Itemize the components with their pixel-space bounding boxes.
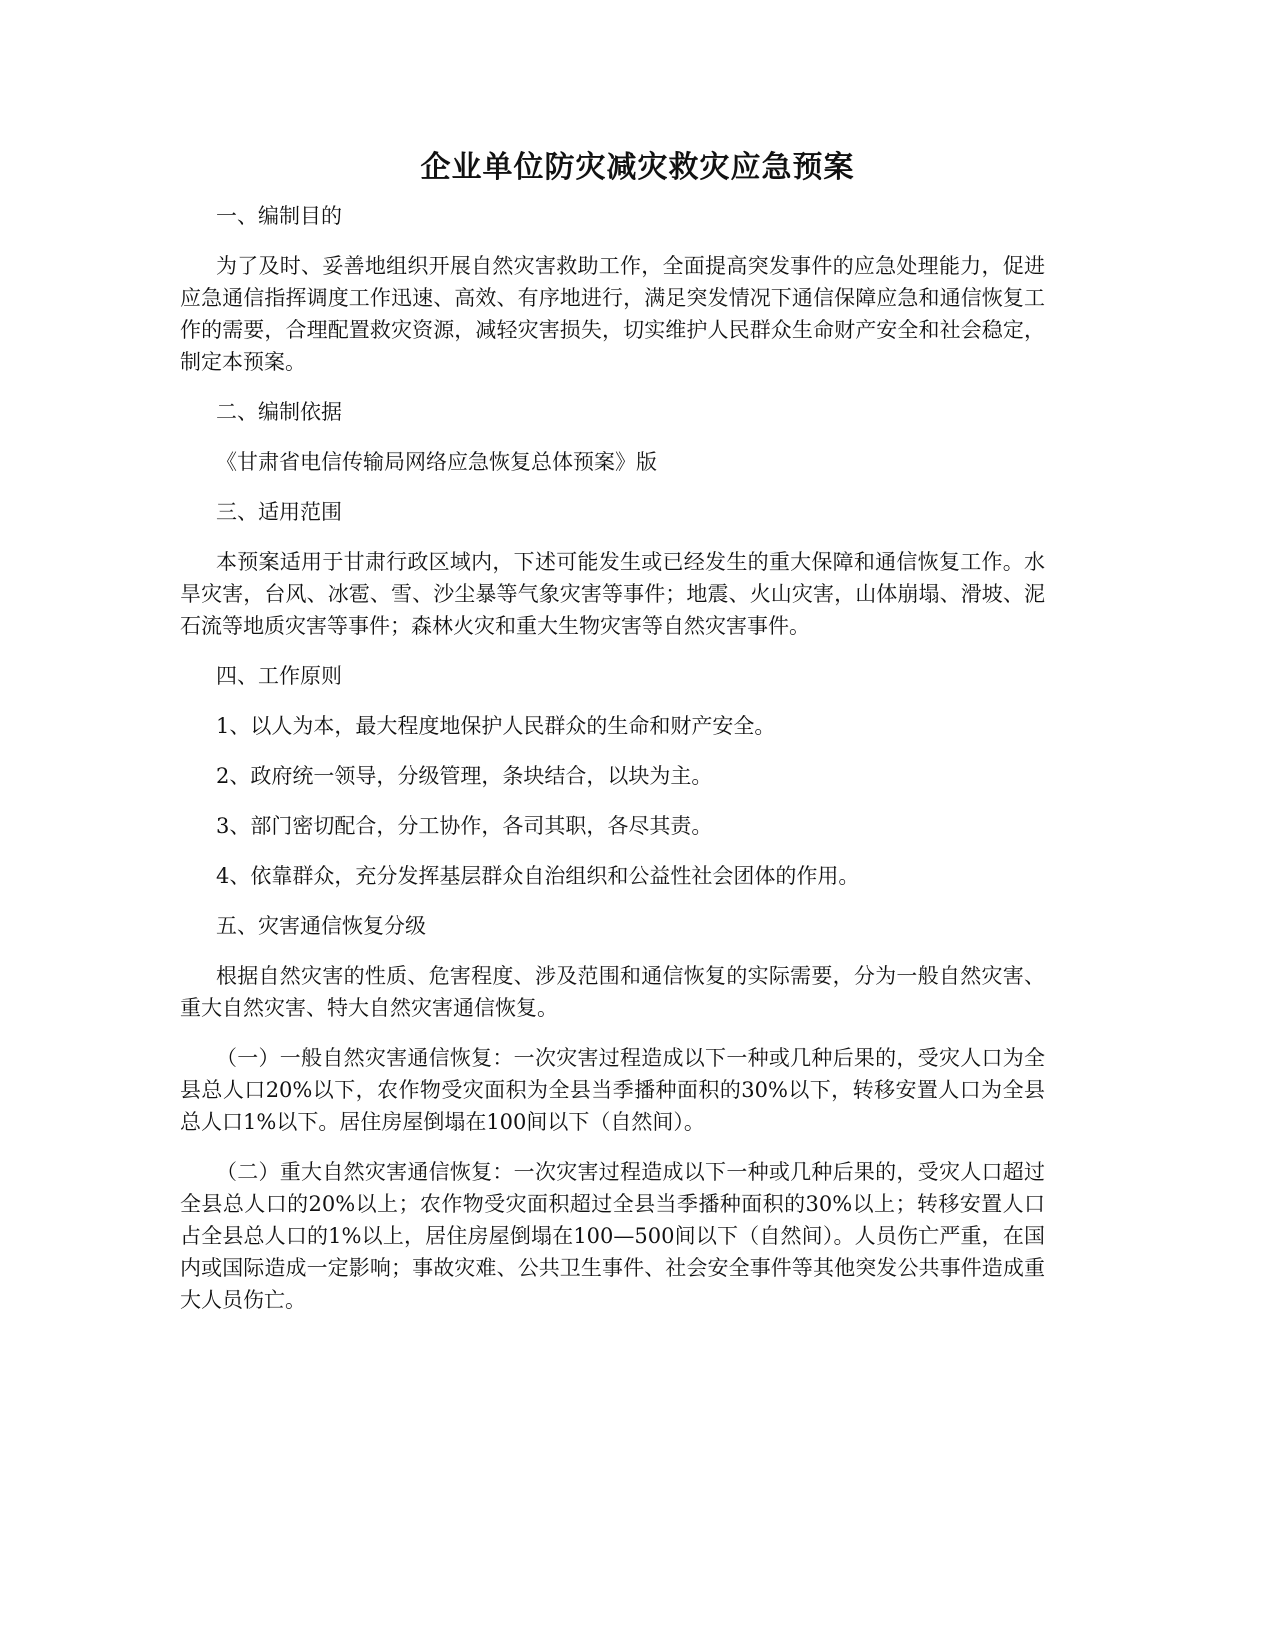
paragraph-basis: 《甘肃省电信传输局网络应急恢复总体预案》版 [216, 450, 657, 474]
section-heading-principles: 四、工作原则 [216, 664, 342, 688]
principle-item-1: 1、以人为本，最大程度地保护人民群众的生命和财产安全。 [216, 714, 776, 738]
paragraph-general-disaster: （一）一般自然灾害通信恢复：一次灾害过程造成以下一种或几种后果的，受灾人口为全县总人口20%以下，农作物受灾面积为全县当季播种面积的30%以下，转移安置人口为全县总人口1%以下。居住房屋倒塌在100间以下（自然间）。 [180, 1046, 1045, 1134]
paragraph-major-disaster: （二）重大自然灾害通信恢复：一次灾害过程造成以下一种或几种后果的，受灾人口超过全县总人口的20%以上；农作物受灾面积超过全县当季播种面积的30%以上；转移安置人口占全县总人口的1%以上，居住房屋倒塌在100—500间以下（自然间）。人员伤亡严重，在国内或国际造成一定影响；事故灾难、公共卫生事件、社会安全事件等其他突发公共事件造成重大人员伤亡。 [180, 1160, 1045, 1312]
paragraph-scope: 本预案适用于甘肃行政区域内，下述可能发生或已经发生的重大保障和通信恢复工作。水旱灾害，台风、冰雹、雪、沙尘暴等气象灾害等事件；地震、火山灾害，山体崩塌、滑坡、泥石流等地质灾害等事件；森林火灾和重大生物灾害等自然灾害事件。 [180, 550, 1045, 638]
document-body [180, 200, 1045, 1334]
principle-item-4: 4、依靠群众，充分发挥基层群众自治组织和公益性社会团体的作用。 [216, 864, 860, 888]
principle-item-2: 2、政府统一领导，分级管理，条块结合，以块为主。 [216, 764, 713, 788]
section-heading-purpose: 一、编制目的 [216, 204, 342, 228]
section-heading-scope: 三、适用范围 [216, 500, 342, 524]
paragraph-grading: 根据自然灾害的性质、危害程度、涉及范围和通信恢复的实际需要，分为一般自然灾害、重大自然灾害、特大自然灾害通信恢复。 [180, 964, 1045, 1020]
section-heading-basis: 二、编制依据 [216, 400, 342, 424]
paragraph-purpose: 为了及时、妥善地组织开展自然灾害救助工作，全面提高突发事件的应急处理能力，促进应急通信指挥调度工作迅速、高效、有序地进行，满足突发情况下通信保障应急和通信恢复工作的需要，合理配置救灾资源，减轻灾害损失，切实维护人民群众生命财产安全和社会稳定，制定本预案。 [180, 254, 1045, 374]
principle-item-3: 3、部门密切配合，分工协作，各司其职，各尽其责。 [216, 814, 713, 838]
section-heading-grading: 五、灾害通信恢复分级 [216, 914, 426, 938]
document-title: 企业单位防灾减灾救灾应急预案 [420, 150, 855, 185]
